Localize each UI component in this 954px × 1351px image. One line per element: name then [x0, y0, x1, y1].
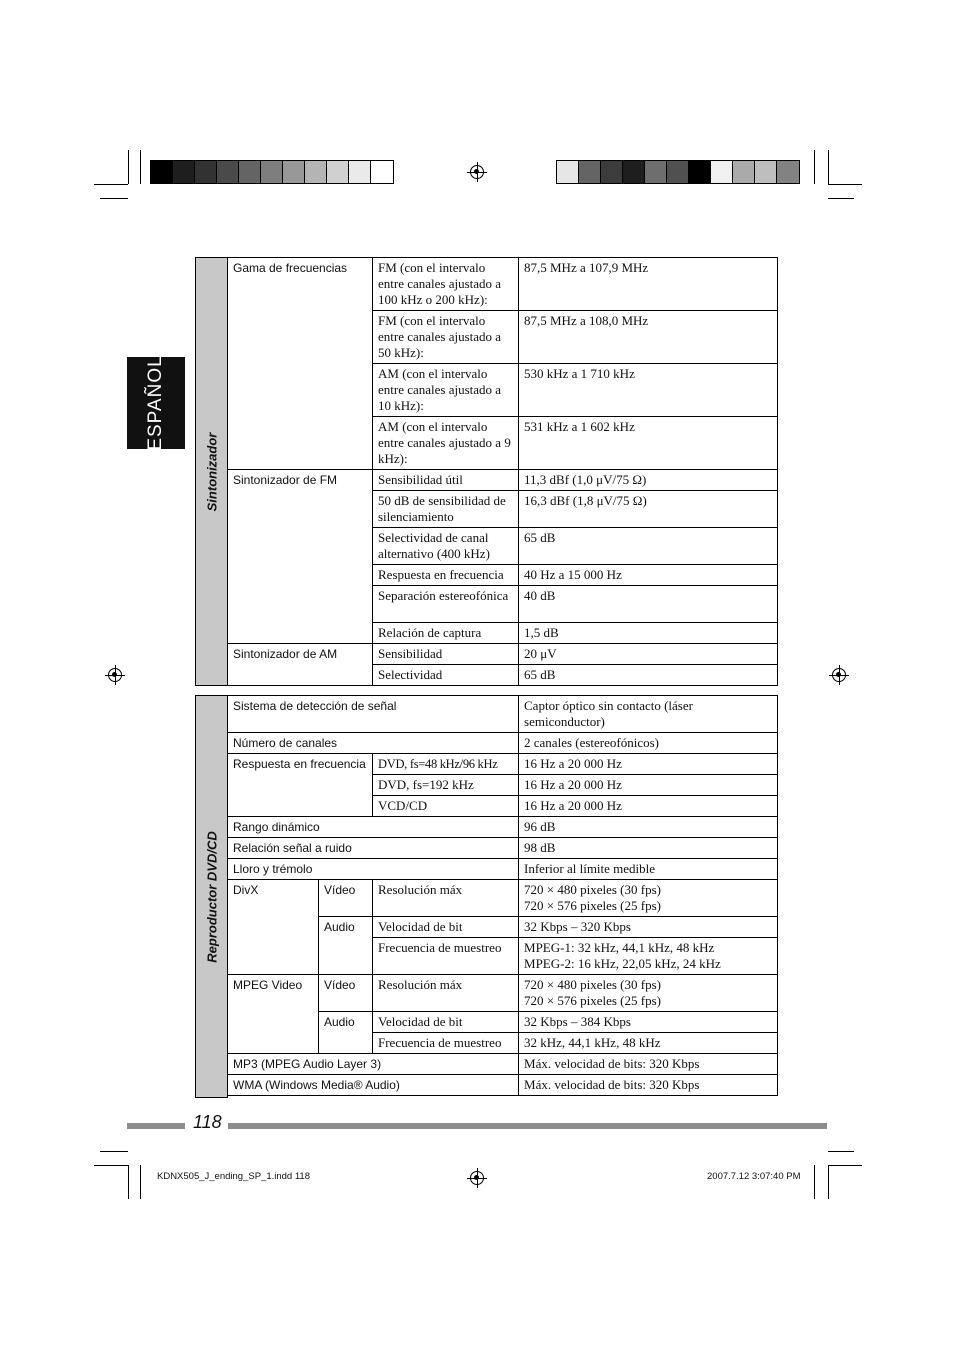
color-swatch	[689, 161, 711, 183]
tuner-spec-table	[227, 257, 778, 686]
color-swatch	[239, 161, 261, 183]
spec-param: VCD/CD	[373, 796, 519, 817]
spec-param: Sensibilidad útil	[373, 470, 519, 491]
page-rule-left	[127, 1123, 185, 1129]
spec-value	[519, 880, 778, 917]
page-number: 118	[193, 1112, 222, 1132]
footer-file: KDNX505_J_ending_SP_1.indd 118	[157, 1171, 310, 1182]
spec-value: Captor óptico sin contacto (láser semiconductor)	[519, 696, 778, 733]
spec-value: 65 dB	[519, 665, 778, 686]
spec-value: 16 Hz a 20 000 Hz	[519, 775, 778, 796]
color-swatch	[777, 161, 799, 183]
color-swatch	[305, 161, 327, 183]
spec-param: Relación de captura	[373, 623, 519, 644]
spec-param: Resolución máx	[373, 975, 519, 1012]
spec-param: Sensibilidad	[373, 644, 519, 665]
spec-value	[519, 975, 778, 1012]
spec-value: 32 Kbps – 384 Kbps	[519, 1012, 778, 1033]
registration-mark-icon	[470, 165, 484, 179]
spec-label: MP3 (MPEG Audio Layer 3)	[228, 1054, 519, 1075]
spec-value: 20 μV	[519, 644, 778, 665]
spec-sublabel: Vídeo	[319, 880, 373, 917]
spec-value: 531 kHz a 1 602 kHz	[519, 417, 778, 470]
color-swatch	[349, 161, 371, 183]
spec-value: 1,5 dB	[519, 623, 778, 644]
spec-label: MPEG Video	[228, 975, 319, 1054]
section-label-text: Sintonizador	[204, 432, 219, 511]
spec-label: Sistema de detección de señal	[228, 696, 519, 733]
color-swatch	[623, 161, 645, 183]
section-label-text: Reproductor DVD/CD	[204, 830, 219, 963]
page-rule-right	[228, 1123, 827, 1129]
spec-param: Selectividad	[373, 665, 519, 686]
language-tab	[127, 357, 185, 449]
color-calibration-bar-right	[556, 160, 800, 184]
spec-param: Velocidad de bit	[373, 1012, 519, 1033]
registration-mark-icon	[470, 1171, 484, 1185]
spec-label: Número de canales	[228, 733, 519, 754]
spec-value: 530 kHz a 1 710 kHz	[519, 364, 778, 417]
color-swatch	[173, 161, 195, 183]
spec-value-line: MPEG-2: 16 kHz, 22,05 kHz, 24 kHz	[524, 956, 721, 971]
color-swatch	[283, 161, 305, 183]
spec-value: 11,3 dBf (1,0 μV/75 Ω)	[519, 470, 778, 491]
spec-value	[519, 938, 778, 975]
spec-label: Lloro y trémolo	[228, 859, 519, 880]
registration-mark-icon	[108, 668, 122, 682]
footer-timestamp: 2007.7.12 3:07:40 PM	[707, 1171, 801, 1182]
spec-value: Máx. velocidad de bits: 320 Kbps	[519, 1054, 778, 1075]
group-label: Gama de frecuencias	[228, 258, 373, 470]
section-label-dvd	[195, 695, 228, 1098]
spec-value: 16 Hz a 20 000 Hz	[519, 754, 778, 775]
spec-value: 40 Hz a 15 000 Hz	[519, 565, 778, 586]
spec-value-line: 720 × 480 pixeles (30 fps)	[524, 977, 661, 992]
spec-param: 50 dB de sensibilidad de silenciamiento	[373, 491, 519, 528]
spec-param: AM (con el intervalo entre canales ajustado a 9 kHz):	[373, 417, 519, 470]
spec-value: 16,3 dBf (1,8 μV/75 Ω)	[519, 491, 778, 528]
spec-value: 96 dB	[519, 817, 778, 838]
color-swatch	[733, 161, 755, 183]
color-swatch	[579, 161, 601, 183]
spec-param: AM (con el intervalo entre canales ajustado a 10 kHz):	[373, 364, 519, 417]
spec-param: Frecuencia de muestreo	[373, 1033, 519, 1054]
spec-value-line: 720 × 480 pixeles (30 fps)	[524, 882, 661, 897]
spec-label: Respuesta en frecuencia	[228, 754, 373, 817]
spec-param: Velocidad de bit	[373, 917, 519, 938]
spec-param: FM (con el intervalo entre canales ajustado a 100 kHz o 200 kHz):	[373, 258, 519, 311]
dvd-spec-table	[227, 695, 778, 1096]
color-swatch	[371, 161, 393, 183]
group-label: Sintonizador de FM	[228, 470, 373, 644]
spec-param: Resolución máx	[373, 880, 519, 917]
spec-label: Relación señal a ruido	[228, 838, 519, 859]
registration-mark-icon	[832, 668, 846, 682]
spec-value: Máx. velocidad de bits: 320 Kbps	[519, 1075, 778, 1096]
spec-sublabel: Audio	[319, 1012, 373, 1054]
spec-value-line: 720 × 576 pixeles (25 fps)	[524, 898, 661, 913]
color-swatch	[327, 161, 349, 183]
spec-value: 16 Hz a 20 000 Hz	[519, 796, 778, 817]
spec-param: Selectividad de canal alternativo (400 kHz)	[373, 528, 519, 565]
spec-sublabel: Vídeo	[319, 975, 373, 1012]
color-swatch	[217, 161, 239, 183]
spec-param: Frecuencia de muestreo	[373, 938, 519, 975]
spec-param: FM (con el intervalo entre canales ajustado a 50 kHz):	[373, 311, 519, 364]
spec-label: WMA (Windows Media® Audio)	[228, 1075, 519, 1096]
spec-value: 32 kHz, 44,1 kHz, 48 kHz	[519, 1033, 778, 1054]
color-swatch	[601, 161, 623, 183]
spec-value: 87,5 MHz a 107,9 MHz	[519, 258, 778, 311]
spec-value: 87,5 MHz a 108,0 MHz	[519, 311, 778, 364]
group-label: Sintonizador de AM	[228, 644, 373, 686]
color-swatch	[667, 161, 689, 183]
color-swatch	[711, 161, 733, 183]
color-swatch	[151, 161, 173, 183]
spec-value-line: MPEG-1: 32 kHz, 44,1 kHz, 48 kHz	[524, 940, 715, 955]
spec-param: DVD, fs=192 kHz	[373, 775, 519, 796]
spec-label: DivX	[228, 880, 319, 975]
color-calibration-bar-left	[150, 160, 394, 184]
color-swatch	[261, 161, 283, 183]
section-label-tuner	[195, 257, 228, 686]
color-swatch	[755, 161, 777, 183]
spec-value-line: 720 × 576 pixeles (25 fps)	[524, 993, 661, 1008]
spec-value: Inferior al límite medible	[519, 859, 778, 880]
color-swatch	[195, 161, 217, 183]
color-swatch	[557, 161, 579, 183]
spec-value: 40 dB	[519, 586, 778, 623]
spec-value: 98 dB	[519, 838, 778, 859]
spec-value: 65 dB	[519, 528, 778, 565]
spec-param: Separación estereofónica	[373, 586, 519, 623]
spec-value: 2 canales (estereofónicos)	[519, 733, 778, 754]
spec-label: Rango dinámico	[228, 817, 519, 838]
color-swatch	[645, 161, 667, 183]
spec-param: DVD, fs=48 kHz/96 kHz	[373, 754, 519, 775]
spec-sublabel: Audio	[319, 917, 373, 975]
spec-value: 32 Kbps – 320 Kbps	[519, 917, 778, 938]
spec-param: Respuesta en frecuencia	[373, 565, 519, 586]
language-tab-label: ESPAÑOL	[145, 355, 166, 451]
